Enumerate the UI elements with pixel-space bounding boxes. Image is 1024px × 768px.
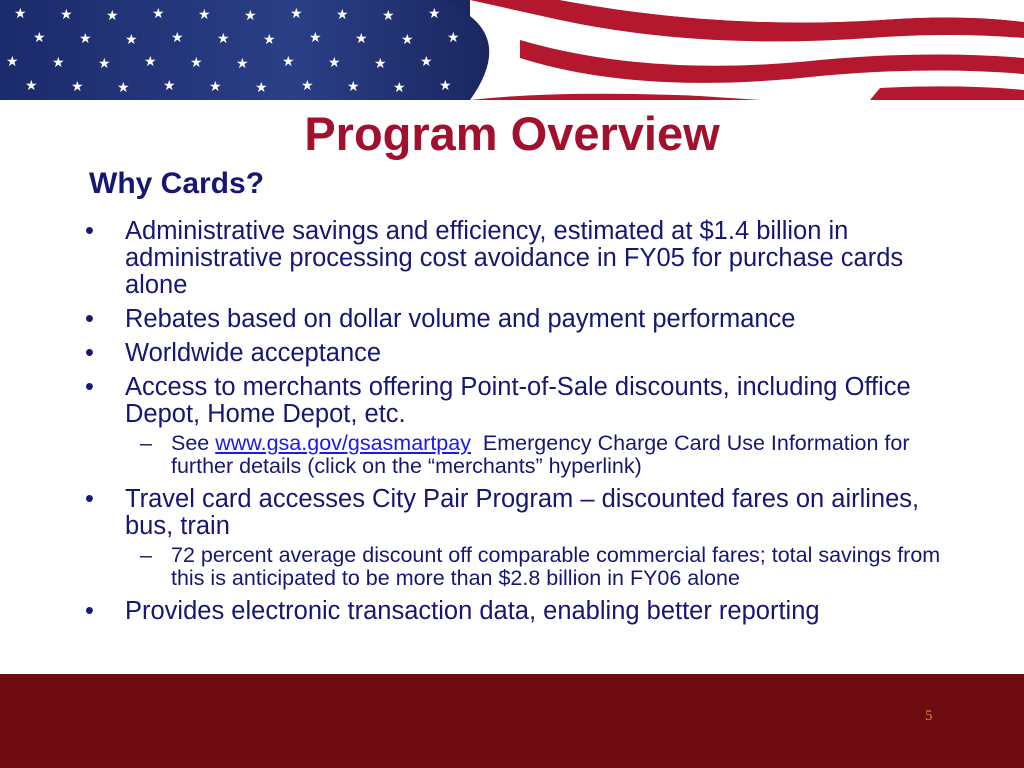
flag-star: ★ [328,55,341,71]
flag-star: ★ [290,6,303,22]
flag-star: ★ [355,31,368,47]
flag-star: ★ [428,6,441,22]
bullet-marker: • [85,373,94,401]
sub-bullet-marker: – [140,431,152,455]
flag-star: ★ [236,56,249,72]
flag-star: ★ [282,54,295,70]
flag-banner [0,0,1024,100]
flag-star: ★ [301,78,314,94]
section-heading: Why Cards? [89,167,265,200]
flag-star: ★ [6,54,19,70]
bullet-item [85,218,965,299]
bullet-marker: • [85,339,94,367]
flag-star: ★ [106,8,119,24]
bullet-marker: • [85,597,94,625]
sub-bullet-marker: – [140,543,152,567]
sub-bullet-prefix: See [171,431,216,455]
flag-star: ★ [14,6,27,22]
sub-bullet-text: 72 percent average discount off comparable commercial fares; total savings from this is anticipated to be more than $2.8 billion in FY06 alone [171,543,941,590]
bullet-item [85,486,965,540]
flag-star: ★ [244,8,257,24]
bullet-text: Access to merchants offering Point-of-Sale discounts, including Office Depot, Home Depot, etc. [125,373,911,428]
bullet-marker: • [85,485,94,513]
sub-bullet-item [85,544,965,590]
bullet-text: Administrative savings and efficiency, estimated at $1.4 billion in administrative processing cost avoidance in FY05 for purchase cards alone [125,217,904,299]
bullet-text: Provides electronic transaction data, enabling better reporting [125,597,820,625]
flag-star: ★ [263,32,276,48]
flag-star: ★ [71,79,84,95]
bullet-text: Worldwide acceptance [125,339,382,367]
flag-star: ★ [447,30,460,46]
bullet-item [85,374,965,428]
gsa-smartpay-link[interactable]: www.gsa.gov/gsasmartpay [215,431,471,455]
flag-star: ★ [401,32,414,48]
sub-bullet-item [85,432,965,478]
page-number: 5 [925,708,933,724]
flag-star: ★ [98,56,111,72]
flag-star: ★ [420,54,433,70]
flag-star: ★ [152,6,165,22]
bullet-text: Rebates based on dollar volume and payment performance [125,305,796,333]
flag-star: ★ [309,30,322,46]
flag-star: ★ [125,32,138,48]
bullet-marker: • [85,305,94,333]
sub-bullet-suffix: Emergency Charge Card Use Information for further details (click on the “merchants” hyperlink) [171,431,916,478]
bullet-text: Travel card accesses City Pair Program – discounted fares on airlines, bus, train [125,485,920,540]
flag-star: ★ [144,54,157,70]
bullet-marker: • [85,217,94,245]
flag-star: ★ [52,55,65,71]
footer-bar [0,674,1024,768]
flag-star: ★ [171,30,184,46]
slide-title: Program Overview [304,107,720,160]
flag-star: ★ [79,31,92,47]
flag-star: ★ [190,55,203,71]
flag-star: ★ [33,30,46,46]
flag-star: ★ [393,80,406,96]
flag-star: ★ [439,78,452,94]
flag-star: ★ [117,80,130,96]
flag-star: ★ [336,7,349,23]
flag-star: ★ [255,80,268,96]
flag-star: ★ [60,7,73,23]
flag-star: ★ [209,79,222,95]
bullet-item [85,598,965,625]
bullet-item [85,306,965,333]
flag-star: ★ [382,8,395,24]
flag-star: ★ [347,79,360,95]
bullet-item [85,340,965,367]
flag-star: ★ [198,7,211,23]
flag-star: ★ [217,31,230,47]
bullet-list [85,218,965,632]
flag-star: ★ [163,78,176,94]
flag-star: ★ [25,78,38,94]
american-flag-icon [0,0,1024,100]
flag-star: ★ [374,56,387,72]
